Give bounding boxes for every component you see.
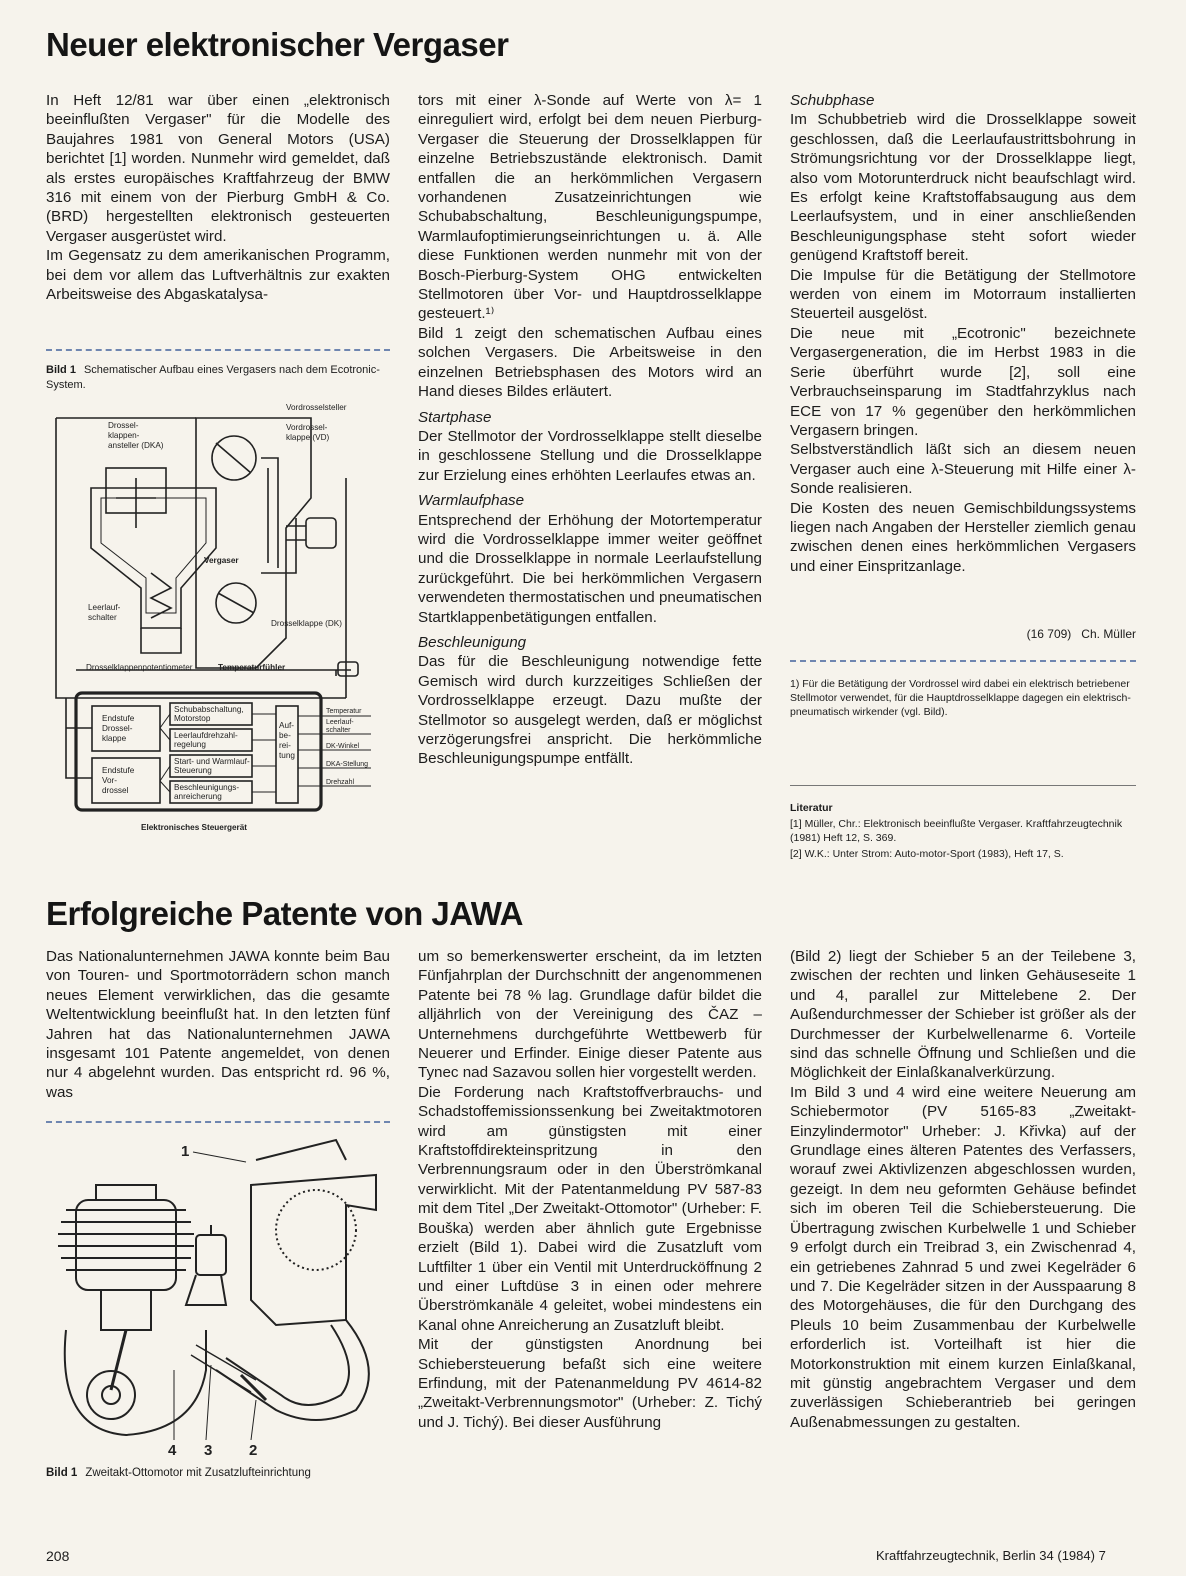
carburetor-schematic-figure xyxy=(46,398,396,838)
paragraph: Das für die Beschleunigung notwendige fette Gemisch wird durch kurzzeitiges Schließen der Vordrosselklappe erzeugt. Dazu mußte der Stellmotor so ausgelegt werden, daß er möglichst verzögerungsfrei anspricht. Die herkömmliche Beschleunigungspumpe entfällt. xyxy=(418,653,762,768)
label-vd2: klappe (VD) xyxy=(286,433,330,442)
article1-title: Neuer elektronischer Vergaser xyxy=(46,26,509,63)
label-b3a: Start- und Warmlauf- xyxy=(174,757,250,766)
caption-label: Bild 1 xyxy=(46,364,76,376)
paragraph: Die neue mit „Ecotronic" bezeichnete Vergasergeneration, die im Herbst 1983 in die Serie überführt wurde [2], soll eine Verbrauchseinsparung im Stadtfahrzyklus nach ECE von 17 % gegenüber den herkömmlichen Vergasern bringen. xyxy=(790,324,1136,439)
label-es2b: Vor- xyxy=(102,776,118,785)
label-dka2: klappen- xyxy=(108,431,140,440)
label-auf2: be- xyxy=(279,731,291,740)
label-b1b: Motorstop xyxy=(174,714,211,723)
label-b3b: Steuerung xyxy=(174,766,212,775)
two-stroke-engine-figure xyxy=(46,1130,396,1460)
label-vd1: Vordrossel- xyxy=(286,423,328,432)
article2-col1 xyxy=(46,947,390,1102)
label-dka3: ansteller (DKA) xyxy=(108,441,164,450)
subheading-schubphase: Schubphase xyxy=(790,92,875,109)
figure2-top-rule xyxy=(46,1121,390,1123)
paragraph: Die Forderung nach Kraftstoffverbrauchs- und Schadstoffemissionssenkung bei Zweitaktmotoren wird am günstigsten mit einer Kraftstoffdirekteinspritzung in den Verbrennungsraum oder in den Überströmkanal verwirklicht. Mit der Patentanmeldung PV 587-83 mit dem Titel „Der Zweitakt-Ottomotor" (Urheber: F. Bouška) werden aber ähnlich gute Ergebnisse erzielt (Bild 1). Dabei wird die Zusatzluft vom Luftfilter 1 über ein Ventil mit Unterdrucköffnung 2 und einer Luftdüse 3 in einen oder mehrere Überströmkanäle 4 geleitet, wobei mindestens ein Kanal ohne Anreicherung an Zusatzluft bleibt. xyxy=(418,1083,762,1334)
paragraph: Bild 1 zeigt den schematischen Aufbau eines solchen Vergasers. Die Arbeitsweise in den einzelnen Betriebsphasen des Motors wird an Hand dieses Bildes erläutert. xyxy=(418,324,762,401)
footnote-rule xyxy=(790,660,1136,662)
label-in4: DKA-Stellung xyxy=(326,761,369,768)
article1-col2 xyxy=(418,91,762,769)
paragraph: Im Schubbetrieb wird die Drosselklappe soweit geschlossen, daß die Leerlaufaustrittsbohrung in Strömungsrichtung vor der Drosselklappe liegt, also vom Motorunterdruck nicht beaufschlagt wird. Es erfolgt keine Kraftstoffabsaugung aus dem Leerlaufsystem, und in einer anschließenden Beschleunigungsphase steht sofort wieder genügend Kraftstoff bereit. xyxy=(790,111,1136,265)
paragraph: Die Kosten des neuen Gemischbildungssystems liegen nach Angaben der Hersteller ziemlich genau zwischen denen eines herkömmlichen Vergasers und einer Einspritzanlage. xyxy=(790,499,1136,575)
paragraph: Das Nationalunternehmen JAWA konnte beim Bau von Touren- und Sportmotorrädern schon manch neues Element verwirklichen, das die gesamte Weltentwicklung beeinflußt hat. In den letzten fünf Jahren hat das Nationalunternehmen JAWA insgesamt 101 Patente angemeldet, von denen nur 4 abgelehnt wurden. Das entspricht rd. 96 %, was xyxy=(46,948,390,1101)
paragraph: Die Impulse für die Betätigung der Stellmotore werden von einem im Motorraum installierten Steuerteil ausgelöst. xyxy=(790,266,1136,323)
label-vergaser: Vergaser xyxy=(204,556,239,565)
label-in2: Leerlauf- xyxy=(326,719,354,726)
literature-item: [2] W.K.: Unter Strom: Auto-motor-Sport (1983), Heft 17, S. xyxy=(790,848,1064,860)
label-es2a: Endstufe xyxy=(102,766,135,775)
literature-item: [1] Müller, Chr.: Elektronisch beeinflußte Vergaser. Kraftfahrzeugtechnik (1981) Heft 12, S. 369. xyxy=(790,818,1123,844)
label-leerlauf1: Leerlauf- xyxy=(88,603,121,612)
label-steuergeraet: Elektronisches Steuergerät xyxy=(141,823,248,832)
label-in5: Drehzahl xyxy=(326,779,355,786)
label-temp: Temperaturfühler xyxy=(218,663,286,672)
paragraph: (Bild 2) liegt der Schieber 5 an der Teilebene 3, zwischen der rechten und linken Gehäuseseite 1 und 4, parallel zur Mittelebene 2. Der Außendurchmesser der Schieber ist größer als der Durchmesser der Kurbelwellenarme 6. Vorteile sind das schnelle Öffnung und Schließen und die Möglichkeit der Einlaßkanalverkürzung. xyxy=(790,948,1136,1082)
literature-rule xyxy=(790,785,1136,786)
caption-text: Zweitakt-Ottomotor mit Zusatzlufteinrichtung xyxy=(85,1467,311,1479)
label-in3: DK-Winkel xyxy=(326,743,360,750)
label-b4b: anreicherung xyxy=(174,792,222,801)
label-dka1: Drossel- xyxy=(108,421,139,430)
label-b2b: regelung xyxy=(174,740,206,749)
article2-title: Erfolgreiche Patente von JAWA xyxy=(46,895,523,932)
label-es1b: Drossel- xyxy=(102,724,133,733)
figure-top-rule xyxy=(46,349,390,351)
paragraph: um so bemerkenswerter erscheint, da im letzten Fünfjahrplan der Durchschnitt der angenommenen Patente bei 78 % lag. Grundlage dafür bildet die alljährlich von der Vereinigung des ČAZ – Unternehmens durchgeführte Wettbewerb für Neuerer und Erfinder. Einige dieser Patente aus Tynec nad Sazavou sollen hier vorgestellt werden. xyxy=(418,948,762,1082)
subheading-warmlaufphase: Warmlaufphase xyxy=(418,492,525,510)
article2-col3 xyxy=(790,947,1136,1432)
figure-number-3: 3 xyxy=(204,1442,213,1459)
subheading-beschleunigung: Beschleunigung xyxy=(418,633,527,651)
label-auf4: tung xyxy=(279,751,295,760)
paragraph: tors mit einer λ-Sonde auf Werte von λ= 1 einreguliert wird, erfolgt bei dem neuen Pierburg-Vergaser die Steuerung der Drosselklappen für einzelne Betriebszustände elektronisch. Damit entfallen die an herkömmlichen Vergasern vorhandenen Zusatzeinrichtungen wie Schubabschaltung, Beschleunigungspumpe, Warmlaufoptimierungseinrichtungen u. ä. Alle diese Funktionen werden nunmehr mit von der Bosch-Pierburg-System OHG entwickelten Stellmotoren über Vor- und Hauptdrosselklappe gesteuert.¹⁾ xyxy=(418,92,762,323)
article1-col1 xyxy=(46,91,390,304)
label-auf1: Auf- xyxy=(279,721,295,730)
paragraph: Im Bild 3 und 4 wird eine weitere Neuerung am Schiebermotor (PV 5165-83 „Zweitakt-Einzylindermotor" Urheber: J. Křivka) auf der Grundlage eines älteren Patentes des Verfassers, worauf zwei Aktivlizenzen abgeschlossen wurden, gezeigt. In dem neu geformten Gehäuse befindet sich im oberen Teil die Schiebersteuerung. Die Übertragung zwischen Kurbelwelle 1 und Schieber 9 erfolgt durch ein Treibrad 3, ein Zwischenrad 4, ein getriebenes Zahnrad 5 und zwei Kegelräder 6 und 7. Die Kegelräder sitzen in der Ausspaarung 8 des Motorgehäuses, die für den Durchgang des Pleuls 10 beim Zusammenbau der Kurbelwelle erforderlich ist. Vorteilhaft ist hier die Motorkonstruktion mit einem kurzen Einlaßkanal, mit günstig angebrachtem Vergaser und dem zuverlässigen Schieberantrieb bei geringen Außenabmessungen zu gestalten. xyxy=(790,1083,1136,1431)
caption-label: Bild 1 xyxy=(46,1467,78,1479)
label-vordrosselsteller: Vordrosselsteller xyxy=(286,403,347,412)
label-poti: Drosselklappenpotentiometer xyxy=(86,663,193,672)
paragraph: Der Stellmotor der Vordrosselklappe stellt dieselbe in geschlossene Stellung und die Drosselklappe zur Erzielung eines erhöhten Leerlaufes etwas an. xyxy=(418,427,762,484)
signature: (16 709) Ch. Müller xyxy=(1026,627,1136,641)
literature-title: Literatur xyxy=(790,802,833,814)
label-dk: Drosselklappe (DK) xyxy=(271,619,342,628)
figure-number-1: 1 xyxy=(181,1143,190,1160)
label-auf3: rei- xyxy=(279,741,291,750)
paragraph: Mit der günstigsten Anordnung bei Schiebersteuerung befaßt sich eine weitere Erfindung, mit der Patenanmeldung PV 4614-82 „Zweitakt-Verbrennungsmotor" (Urheber: Z. Tichý und J. Tichý). Bei dieser Ausführung xyxy=(418,1336,762,1431)
label-leerlauf2: schalter xyxy=(88,613,117,622)
paragraph: Im Gegensatz zu dem amerikanischen Programm, bei dem vor allem das Luftverhältnis zur exakten Arbeitsweise des Abgaskatalysa- xyxy=(46,247,390,304)
paragraph: In Heft 12/81 war über einen „elektronisch beeinflußten Vergaser" für die Modelle des Baujahres 1981 von General Motors (USA) berichtet [1] worden. Nunmehr wird gemeldet, daß als erstes europäisches Kraftfahrzeug der BMW 316 mit einem von der Pierburg GmbH & Co. (BRD) hergestellten elektronisch gesteuerten Vergaser ausgerüstet wird. xyxy=(46,92,390,245)
caption-text: Schematischer Aufbau eines Vergasers nach dem Ecotronic-System. xyxy=(46,364,380,391)
label-in1: Temperatur xyxy=(326,708,362,715)
label-es1a: Endstufe xyxy=(102,714,135,723)
label-es1c: klappe xyxy=(102,734,127,743)
label-b1a: Schubabschaltung, xyxy=(174,705,244,714)
paragraph: Entsprechend der Erhöhung der Motortemperatur wird die Vordrosselklappe immer weiter geöffnet und die Drosselklappe in normale Leerlaufstellung zurückgeführt. Die bei herkömmlichen Vergasern verwendeten thermostatischen und pneumatischen Startklappenbetätigungen entfallen. xyxy=(418,511,762,626)
subheading-startphase: Startphase xyxy=(418,408,492,426)
footnote: 1) Für die Betätigung der Vordrossel wird dabei ein elektrisch betriebener Stellmotor verwendet, für die Hauptdrosselklappe dagegen ein elektrisch-pneumatisch wirkender (vgl. Bild). xyxy=(790,678,1131,718)
figure-number-2: 2 xyxy=(249,1442,258,1459)
article1-col3 xyxy=(790,91,1136,576)
label-b4a: Beschleunigungs- xyxy=(174,783,240,792)
label-in2b: schalter xyxy=(326,727,351,734)
page-number: 208 xyxy=(46,1548,70,1564)
label-b2a: Leerlaufdrehzahl- xyxy=(174,731,238,740)
paragraph: Selbstverständlich läßt sich an diesem neuen Vergaser auch eine λ-Steuerung mit Hilfe einer λ-Sonde realisieren. xyxy=(790,441,1136,498)
figure1-caption xyxy=(46,363,390,393)
journal-footer: Kraftfahrzeugtechnik, Berlin 34 (1984) 7 xyxy=(876,1548,1106,1563)
article2-col2 xyxy=(418,947,762,1432)
figure2-caption xyxy=(46,1466,390,1480)
label-es2c: drossel xyxy=(102,786,129,795)
figure-number-4: 4 xyxy=(168,1442,177,1459)
